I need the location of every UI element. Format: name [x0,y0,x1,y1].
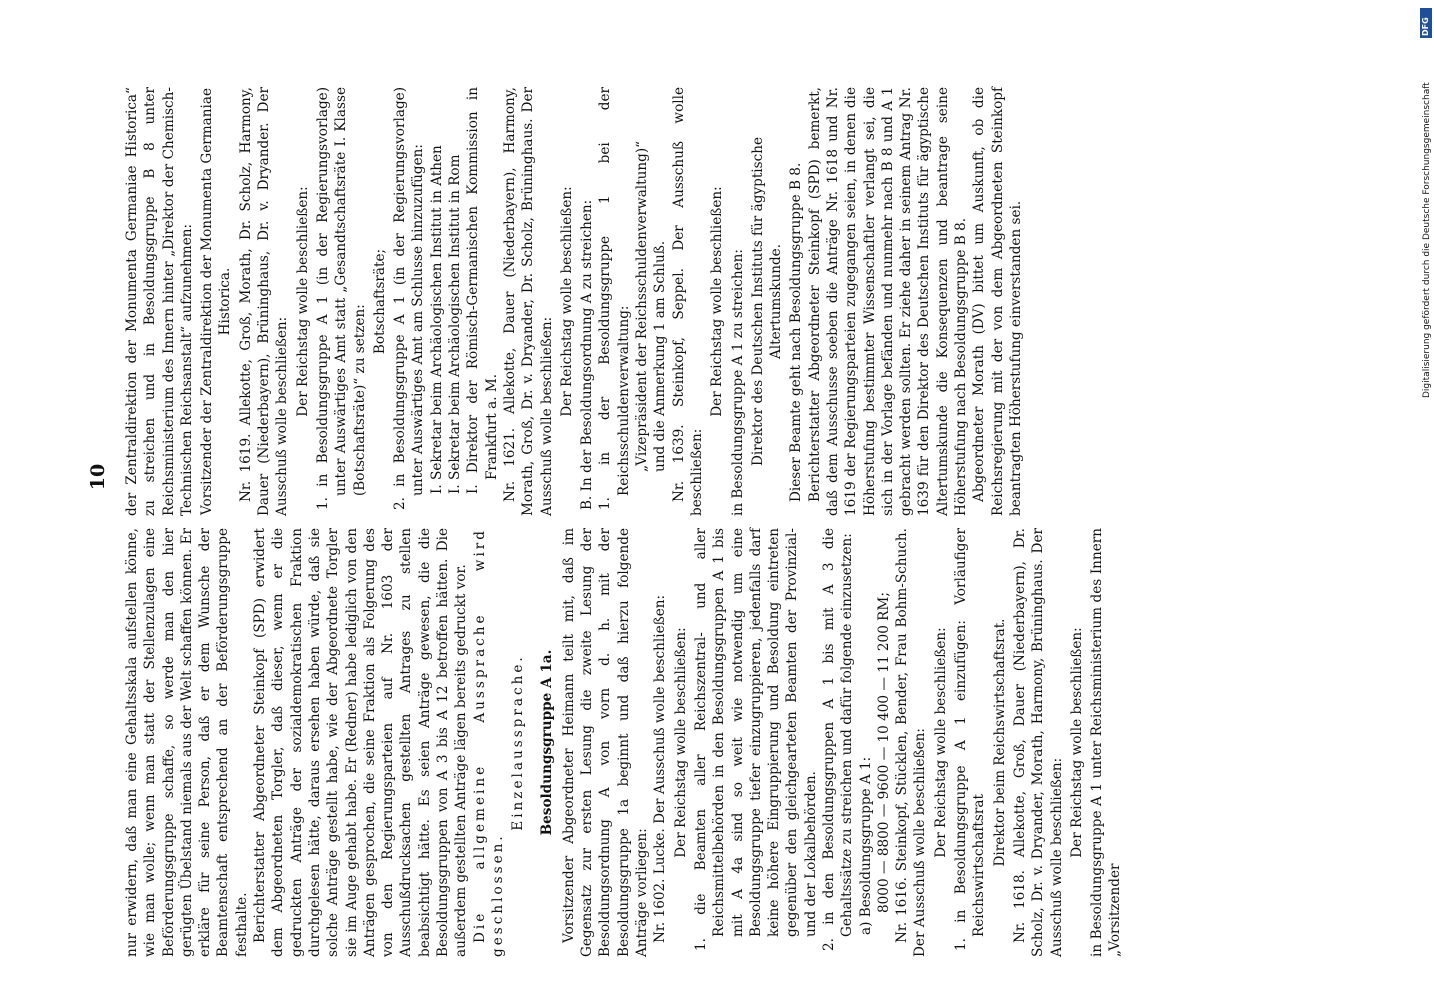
text-paragraph: Nr. 1616. Steinkopf, Stücklen, Bender, Frau Bohm-Schuch. Der Ausschuß wolle beschließen: [894,528,929,957]
text-paragraph: Direktor des Deutschen Instituts für ägyptische Altertumskunde. [749,136,785,467]
text-paragraph: Abgeordneter Morath (DV) bittet um Auskunft, ob die Reichsregierung mit der von dem Abgeordneten Steinkopf beantragten Höherstufung einverstanden sei. [971,87,1024,516]
text-paragraph: Berichterstatter Abgeordneter Steinkopf (SPD) erwidert dem Abgeordneten Torgler, daß dieser, wenn er die gedruckten Anträge der sozialdemokratischen Fraktion durchgelesen hätte, daraus ersehen haben würde, daß sie solche Anträge gestellt habe, wie der Abgeordnete Torgler sie im Auge gehabt habe. Er (Redner) habe lediglich von den Anträgen gesprochen, die seine Fraktion als Folgerung des von den Regierungsparteien auf Nr. 1603 der Ausschußdrucksachen gestellten Antrages zu stellen beabsichtigt hätte. Es seien Anträge gewesen, die die Besoldungsgruppen von A 3 bis A 12 betroffen hätten. Die außerdem gestellten Anträge lägen bereits gedruckt vor. [252,528,470,957]
text-paragraph: Vorsitzender der Zentraldirektion der Monumenta Germaniae Historica. [199,87,234,516]
dfg-logo-text: DFG [1421,17,1430,36]
text-paragraph: in Besoldungsgruppe A 1 zu streichen: [729,248,746,516]
text-paragraph: 8000 — 8800 — 9600 — 10 400 — 11 200 RM; [875,592,892,913]
digitization-credit [1420,8,1434,398]
text-paragraph: und die Anmerkung 1 am Schluß. [652,240,669,472]
credit-text: Digitalisierung gefördert durch die Deutsche Forschungsgemeinschaft [1422,82,1432,398]
text-columns [123,87,1125,957]
text-paragraph: Nr. 1639. Steinkopf, Seppel. Der Ausschuß wolle beschließen: [670,87,705,516]
text-paragraph: 2. in den Besoldungsgruppen A 1 bis mit A 3 die Gehaltssätze zu streichen und dafür folgende einzusetzen: [820,528,856,951]
text-paragraph: 1. die Beamten aller Reichszentral- und aller Reichsmittelbehörden in den Besoldungsgruppen A 1 bis mit A 4a sind so weit wie notwendig um eine Besoldungsgruppe tiefer einzugruppieren, jedenfalls darf keine höhere Eingruppierung und Besoldung eintreten gegenüber den gleichgearteten Beamten der Provinzial- und der Lokalbehörden. [692,528,819,951]
text-paragraph: nur erwidern, daß man eine Gehaltsskala aufstellen könne, wie man wolle; wenn man statt der Stellenzulagen eine Beförderungsgruppe schaffe, so werde man den hier gerügten Übelstand niemals aus der Welt schaffen können. Er erkläre für seine Person, daß er dem Wunsche der Beamtenschaft entsprechend an der Beförderungsgruppe festhalte. [124,528,250,957]
text-paragraph: Nr. 1618. Allekotte, Groß, Dauer (Niederbayern), Dr. Scholz, Dr. v. Dryander, Morath, Harmony, Brüninghaus. Der Ausschuß wolle beschließen: [1011,528,1065,957]
text-paragraph: Der Reichstag wolle beschließen: [672,627,689,858]
rotated-document-page [87,87,1335,957]
text-paragraph: B. In der Besoldungsordnung A zu streichen: [579,199,596,510]
left-column [123,528,1125,957]
text-paragraph: Der Reichstag wolle beschließen: [1068,627,1085,858]
text-paragraph: Vorsitzender Abgeordneter Heimann teilt mit, daß im Gegensatz zur ersten Lesung die zweite Lesung der Besoldungsordnung A von vorn d. h. mit der Besoldungsgruppe 1a beginnt und daß hierzu folgende Anträge vorliegen: [560,528,651,957]
text-paragraph: Dieser Beamte geht nach Besoldungsgruppe B 8. [788,162,805,502]
text-paragraph: Direktor beim Reichswirtschaftsrat. [991,618,1008,867]
right-column [123,87,1125,516]
text-paragraph: 1. in Besoldungsgruppe A 1 einzufügen: Vorläufiger Reichswirtschaftsrat [953,528,988,951]
text-paragraph: Nr. 1602. Lucke. Der Ausschuß wolle beschließen: [652,594,669,943]
text-paragraph: in Besoldungsgruppe A 1 unter Reichsministerium des Innern „Vorsitzender [1089,528,1124,957]
text-paragraph: I. Direktor der Römisch-Germanischen Kommission in Frankfurt a. M. [465,87,500,494]
text-paragraph: I. Sekretar beim Archäologischen Institut in Athen [428,145,445,494]
text-paragraph: Der Reichstag wolle beschließen: [558,186,575,417]
text-paragraph: Der Reichstag wolle beschließen: [294,186,311,417]
section-heading: Besoldungsgruppe A 1a. [538,649,555,836]
text-paragraph: 2. in Besoldungsgruppe A 1 (in der Regierungsvorlage) unter Auswärtiges Amt am Schlusse hinzuzufügen: [392,87,427,510]
text-paragraph: 1. in Besoldungsgruppe A 1 (in der Regierungsvorlage) unter Auswärtiges Amt statt „Gesandtschaftsräte I. Klasse (Botschaftsräte)“ zu setzen: [314,87,368,510]
text-paragraph: Der Reichstag wolle beschließen: [709,186,726,417]
text-paragraph: a) Besoldungsgruppe A 1: [857,756,874,935]
text-paragraph: Berichterstatter Abgeordneter Steinkopf (SPD) bemerkt, daß dem Ausschusse soeben die Anträge Nr. 1618 und Nr. 1619 der Regierungsparteien zugegangen seien, in denen die Höherstufung bestimmter Wissenschaftler verlangt sei, die sich in der Vorlage befänden und nunmehr nach B 8 und A 1 gebracht werden sollten. Er ziehe daher in seinem Antrag Nr. 1639 für den Direktor des Deutschen Instituts für ägyptische Altertumskunde die Konsequenzen und beantrage seine Höherstufung nach Besoldungsgruppe B 8. [806,87,970,516]
text-paragraph: Einzelaussprache. [510,654,527,831]
text-paragraph: Die allgemeine Aussprache wird geschlossen. [471,528,506,957]
text-paragraph: 1. in der Besoldungsgruppe 1 bei der Reichsschuldenverwaltung: [597,87,632,510]
text-paragraph: Nr. 1621. Allekotte, Dauer (Niederbayern), Harmony, Morath, Groß, Dr. v. Dryander, Dr. Scholz, Brüninghaus. Der Ausschuß wolle beschließen: [501,87,555,516]
text-paragraph: „Vizepräsident der Reichsschuldenverwaltung)“ [634,140,651,472]
text-paragraph: der Zentraldirektion der Monumenta Germaniae Historica“ zu streichen und in Besoldungsgruppe B 8 unter Reichsministerium des Innern hinter „Direktor der Chemisch-Technischen Reichsanstalt“ aufzunehmen: [124,87,195,516]
text-paragraph: Nr. 1619. Allekotte, Groß, Morath, Dr. Scholz, Harmony, Dauer (Niederbayern), Brüninghaus, Dr. v. Dryander. Der Ausschuß wolle beschließen: [237,87,291,516]
dfg-logo [1420,8,1432,38]
text-paragraph: Der Reichstag wolle beschließen: [932,627,949,858]
text-paragraph: I. Sekretar beim Archäologischen Institut in Rom [447,154,464,494]
page-number: 10 [87,463,109,491]
text-paragraph: Botschaftsräte; [371,248,388,355]
